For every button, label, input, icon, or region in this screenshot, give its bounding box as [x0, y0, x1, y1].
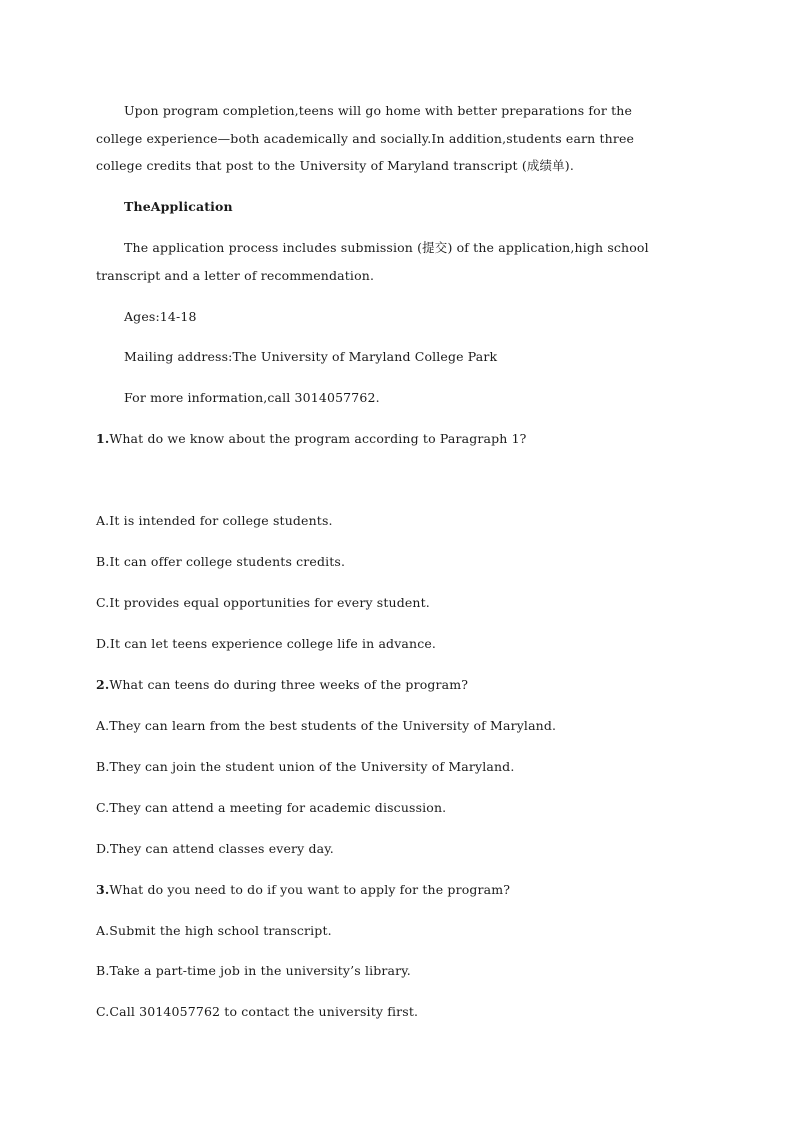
question-3-option-b: B.Take a part-time job in the university’s library. [96, 963, 411, 978]
section-heading: TheApplication [124, 199, 233, 214]
question-3-option-c: C.Call 3014057762 to contact the university first. [96, 1004, 419, 1019]
question-3 [96, 882, 510, 898]
passage-p2-line-1: The application process includes submission (提交) of the application,high school [124, 240, 649, 255]
question-2-option-a: A.They can learn from the best students of the University of Maryland. [96, 718, 557, 733]
passage-p1-line-3: college credits that post to the University of Maryland transcript (成绩单). [96, 158, 574, 173]
ages-line: Ages:14-18 [124, 309, 197, 324]
question-text: What do you need to do if you want to apply for the program? [109, 882, 511, 897]
question-3-option-a: A.Submit the high school transcript. [96, 923, 332, 938]
info-line: For more information,call 3014057762. [124, 390, 380, 405]
question-number: 3. [96, 882, 110, 897]
passage-p1-line-1: Upon program completion,teens will go home with better preparations for the [124, 103, 633, 118]
passage-p2-line-2: transcript and a letter of recommendation. [96, 268, 375, 283]
mailing-address-line: Mailing address:The University of Maryland College Park [124, 349, 498, 364]
question-1 [96, 431, 527, 447]
question-number: 1. [96, 431, 110, 446]
question-2-option-d: D.They can attend classes every day. [96, 841, 334, 856]
question-1-option-b: B.It can offer college students credits. [96, 554, 346, 569]
passage-p1-line-2: college experience—both academically and socially.In addition,students earn three [96, 131, 635, 146]
question-number: 2. [96, 677, 110, 692]
question-1-option-d: D.It can let teens experience college life in advance. [96, 636, 437, 651]
question-text: What can teens do during three weeks of the program? [109, 677, 469, 692]
question-2-option-b: B.They can join the student union of the University of Maryland. [96, 759, 515, 774]
question-2-option-c: C.They can attend a meeting for academic discussion. [96, 800, 447, 815]
question-1-option-c: C.It provides equal opportunities for every student. [96, 595, 430, 610]
question-text: What do we know about the program according to Paragraph 1? [109, 431, 527, 446]
question-1-option-a: A.It is intended for college students. [96, 513, 333, 528]
question-2 [96, 677, 468, 693]
